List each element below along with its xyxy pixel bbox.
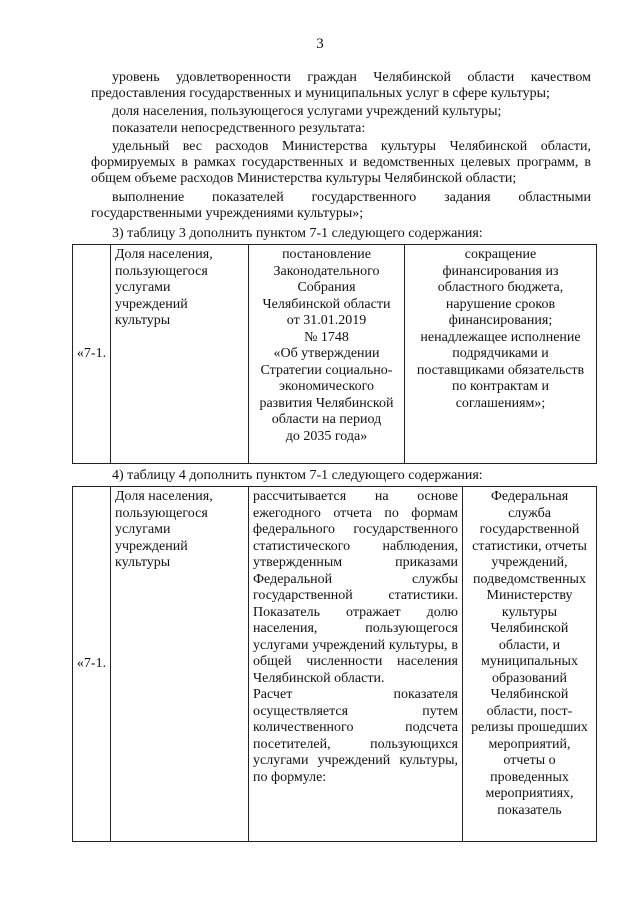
- method-calculation: Расчет показателя осуществляется путем количественного подсчета посетителей, пользующихся услугами учреждений культуры, по формуле:: [253, 687, 458, 785]
- intro-paragraph-expense-share: удельный вес расходов Министерства культуры Челябинской области, формируемых в рамках государственных и ведомственных целевых программ, в общем объеме расходов Министерства культуры Челябинской области;: [91, 139, 591, 186]
- intro-paragraph-state-task: выполнение показателей государственного задания областными государственными учреждениями культуры»;: [91, 190, 591, 221]
- table4-amendment: [72, 486, 597, 842]
- section3-heading: 3) таблицу 3 дополнить пунктом 7-1 следующего содержания:: [112, 226, 483, 241]
- indicator-cell: Доля населения, пользующегося услугами учреждений культуры: [111, 487, 249, 842]
- method-description: рассчитывается на основе ежегодного отчета по формам федерального государственного статистического наблюдения, утвержденным приказами Федеральной службы государственной статистики. Показатель отражает долю населения, пользующегося услугами учреждений культуры, в общей численности населения Челябинской области.: [253, 489, 458, 686]
- intro-paragraph-satisfaction: уровень удовлетворенности граждан Челябинской области качеством предоставления государственных и муниципальных услуг в сфере культуры;: [91, 70, 591, 101]
- table-row: [73, 245, 597, 464]
- document-cell: постановление Законодательного Собрания Челябинской области от 31.01.2019 № 1748 «Об утверждении Стратегии социально- экономического развития Челябинской области на период до 2035 года»: [249, 245, 405, 464]
- method-cell: [249, 487, 463, 842]
- risks-cell: сокращение финансирования из областного бюджета, нарушение сроков финансирования; ненадлежащее исполнение подрядчиками и поставщиками обязательств по контрактам и соглашениям»;: [405, 245, 597, 464]
- intro-paragraph-direct-results: показатели непосредственного результата:: [112, 121, 366, 136]
- row-number: «7-1.: [73, 245, 111, 464]
- table3-amendment: [72, 244, 597, 464]
- indicator-cell: Доля населения, пользующегося услугами учреждений культуры: [111, 245, 249, 464]
- table-row: [73, 487, 597, 842]
- page-number: 3: [316, 36, 324, 52]
- source-cell: Федеральная служба государственной статистики, отчеты учреждений, подведомственных Министерству культуры Челябинской области, и муниципальных образований Челябинской области, пост- релизы прошедших мероприятий, отчеты о проведенных мероприятиях, показатель: [463, 487, 597, 842]
- intro-paragraph-population-share: доля населения, пользующегося услугами учреждений культуры;: [112, 104, 502, 119]
- row-number: «7-1.: [73, 487, 111, 842]
- section4-heading: 4) таблицу 4 дополнить пунктом 7-1 следующего содержания:: [112, 468, 483, 483]
